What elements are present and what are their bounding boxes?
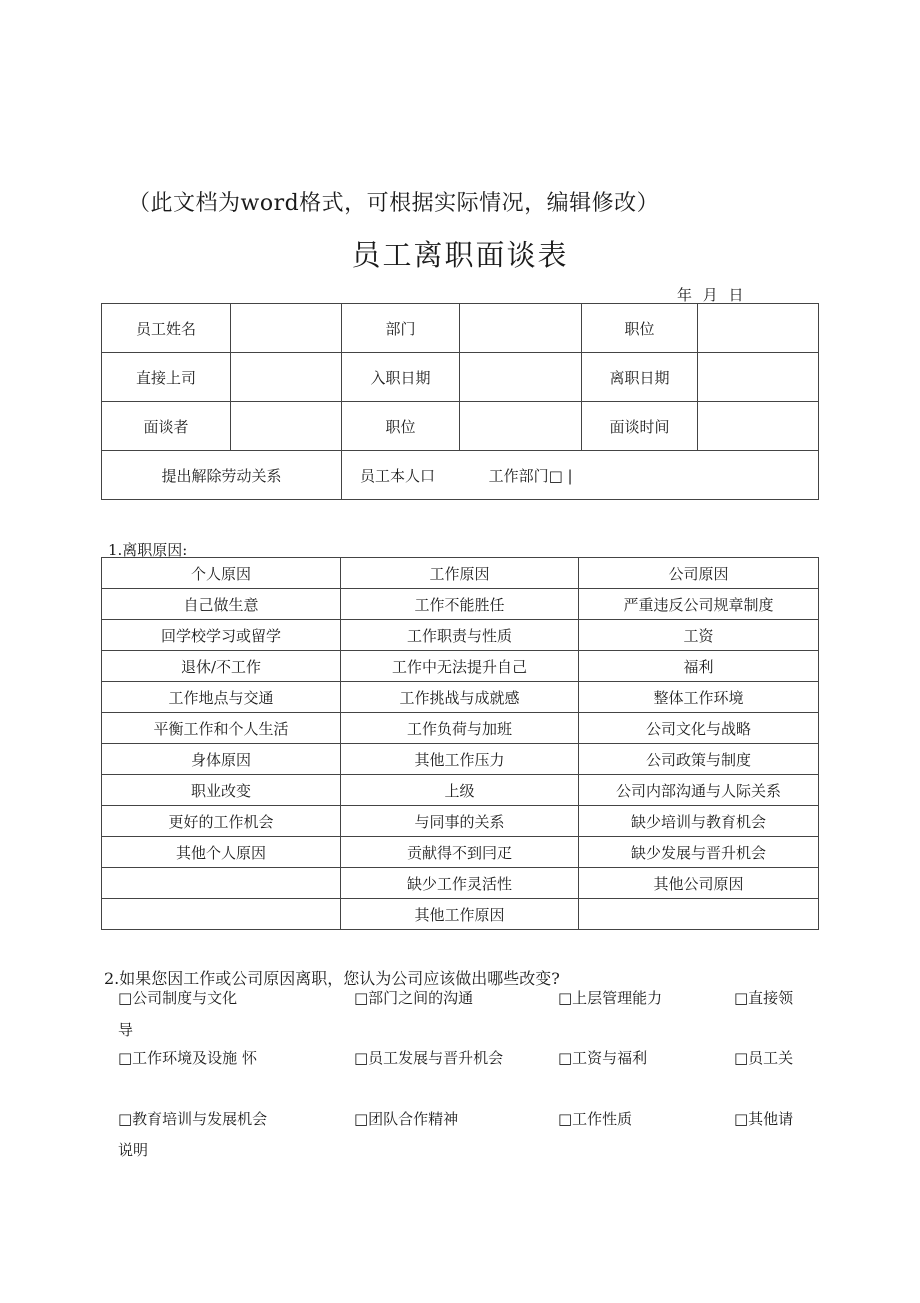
format-note: （此文档为word格式，可根据实际情况，编辑修改） bbox=[128, 191, 660, 216]
reason-cell[interactable]: 其他工作压力 bbox=[341, 744, 579, 775]
reason-cell[interactable]: 回学校学习或留学 bbox=[102, 620, 341, 651]
table-row bbox=[102, 837, 819, 868]
table-row bbox=[102, 353, 819, 402]
option-teamwork[interactable]: □团队合作精神 bbox=[354, 1110, 459, 1128]
reason-cell[interactable]: 工作挑战与成就感 bbox=[341, 682, 579, 713]
reason-cell[interactable]: 工资 bbox=[579, 620, 819, 651]
supervisor-label: 直接上司 bbox=[102, 353, 231, 402]
table-row bbox=[102, 651, 819, 682]
reason-cell[interactable]: 与同事的关系 bbox=[341, 806, 579, 837]
reason-cell[interactable]: 工作负荷与加班 bbox=[341, 713, 579, 744]
table-row bbox=[102, 806, 819, 837]
option-company-policy-culture[interactable]: □公司制度与文化 bbox=[118, 989, 238, 1007]
reason-cell[interactable]: 身体原因 bbox=[102, 744, 341, 775]
reason-cell[interactable]: 平衡工作和个人生活 bbox=[102, 713, 341, 744]
employee-info-table bbox=[101, 303, 819, 500]
interview-time-label: 面谈时间 bbox=[582, 402, 698, 451]
reason-cell[interactable]: 其他工作原因 bbox=[341, 899, 579, 930]
reason-cell[interactable]: 缺少工作灵活性 bbox=[341, 868, 579, 899]
interviewer-position-label: 职位 bbox=[342, 402, 460, 451]
reason-cell[interactable]: 公司内部沟通与人际关系 bbox=[579, 775, 819, 806]
reason-cell[interactable]: 公司文化与战略 bbox=[579, 713, 819, 744]
reason-cell[interactable]: 工作中无法提升自己 bbox=[341, 651, 579, 682]
interviewer-position-cell[interactable] bbox=[460, 402, 582, 451]
option-work-department[interactable]: 工作部门□ | bbox=[488, 466, 573, 485]
reason-cell[interactable]: 上级 bbox=[341, 775, 579, 806]
page-title: 员工离职面谈表 bbox=[351, 238, 569, 272]
table-row bbox=[102, 682, 819, 713]
reason-cell[interactable] bbox=[579, 899, 819, 930]
reason-cell[interactable]: 严重违反公司规章制度 bbox=[579, 589, 819, 620]
reasons-table bbox=[101, 557, 819, 930]
reason-cell[interactable]: 福利 bbox=[579, 651, 819, 682]
section-heading-reasons: 1.离职原因: bbox=[108, 541, 188, 559]
column-header-personal: 个人原因 bbox=[102, 558, 341, 589]
option-work-environment[interactable]: □工作环境及设施 怀 bbox=[118, 1049, 257, 1067]
table-header-row bbox=[102, 558, 819, 589]
reason-cell[interactable]: 其他公司原因 bbox=[579, 868, 819, 899]
column-header-work: 工作原因 bbox=[341, 558, 579, 589]
interview-time-cell[interactable] bbox=[698, 402, 819, 451]
reason-cell[interactable]: 其他个人原因 bbox=[102, 837, 341, 868]
option-direct-leader[interactable]: □直接领 bbox=[734, 989, 794, 1007]
termination-initiator-label: 提出解除劳动关系 bbox=[102, 451, 342, 500]
option-other-wrap: 说明 bbox=[118, 1141, 149, 1159]
table-row bbox=[102, 620, 819, 651]
reason-cell[interactable]: 自己做生意 bbox=[102, 589, 341, 620]
column-header-company: 公司原因 bbox=[579, 558, 819, 589]
option-employee-self[interactable]: 员工本人口 bbox=[360, 466, 436, 485]
reason-cell[interactable]: 工作职责与性质 bbox=[341, 620, 579, 651]
supervisor-cell[interactable] bbox=[231, 353, 342, 402]
department-cell[interactable] bbox=[460, 304, 582, 353]
reason-cell[interactable]: 贡献得不到冃疋 bbox=[341, 837, 579, 868]
interviewer-cell[interactable] bbox=[231, 402, 342, 451]
table-row bbox=[102, 713, 819, 744]
reason-cell[interactable] bbox=[102, 868, 341, 899]
option-employee-development[interactable]: □员工发展与晋升机会 bbox=[354, 1049, 504, 1067]
reason-cell[interactable]: 缺少培训与教育机会 bbox=[579, 806, 819, 837]
table-row bbox=[102, 589, 819, 620]
option-senior-management[interactable]: □上层管理能力 bbox=[558, 989, 663, 1007]
leave-date-label: 离职日期 bbox=[582, 353, 698, 402]
reason-cell[interactable]: 整体工作环境 bbox=[579, 682, 819, 713]
reason-cell[interactable]: 更好的工作机会 bbox=[102, 806, 341, 837]
position-cell[interactable] bbox=[698, 304, 819, 353]
reason-cell[interactable]: 工作不能胜任 bbox=[341, 589, 579, 620]
leave-date-cell[interactable] bbox=[698, 353, 819, 402]
reason-cell[interactable]: 退休/不工作 bbox=[102, 651, 341, 682]
reason-cell[interactable]: 公司政策与制度 bbox=[579, 744, 819, 775]
position-label: 职位 bbox=[582, 304, 698, 353]
table-row bbox=[102, 451, 819, 500]
section-heading-changes: 2.如果您因工作或公司原因离职，您认为公司应该做出哪些改变? bbox=[104, 969, 560, 988]
option-salary-benefits[interactable]: □工资与福利 bbox=[558, 1049, 648, 1067]
option-training-development[interactable]: □教育培训与发展机会 bbox=[118, 1110, 268, 1128]
option-employee-relations[interactable]: □员工关 bbox=[734, 1049, 794, 1067]
employee-name-cell[interactable] bbox=[231, 304, 342, 353]
option-job-nature[interactable]: □工作性质 bbox=[558, 1110, 633, 1128]
option-inter-department-communication[interactable]: □部门之间的沟通 bbox=[354, 989, 474, 1007]
employee-name-label: 员工姓名 bbox=[102, 304, 231, 353]
reason-cell[interactable] bbox=[102, 899, 341, 930]
table-row bbox=[102, 744, 819, 775]
reason-cell[interactable]: 缺少发展与晋升机会 bbox=[579, 837, 819, 868]
table-row bbox=[102, 899, 819, 930]
table-row bbox=[102, 868, 819, 899]
hire-date-label: 入职日期 bbox=[342, 353, 460, 402]
interviewer-label: 面谈者 bbox=[102, 402, 231, 451]
table-row bbox=[102, 775, 819, 806]
option-other[interactable]: □其他请 bbox=[734, 1110, 794, 1128]
hire-date-cell[interactable] bbox=[460, 353, 582, 402]
option-direct-leader-wrap: 导 bbox=[118, 1021, 134, 1039]
reason-cell[interactable]: 工作地点与交通 bbox=[102, 682, 341, 713]
reason-cell[interactable]: 职业改变 bbox=[102, 775, 341, 806]
table-row bbox=[102, 402, 819, 451]
termination-initiator-options bbox=[342, 451, 819, 500]
date-field: 年 月 日 bbox=[677, 286, 744, 304]
department-label: 部门 bbox=[342, 304, 460, 353]
table-row bbox=[102, 304, 819, 353]
